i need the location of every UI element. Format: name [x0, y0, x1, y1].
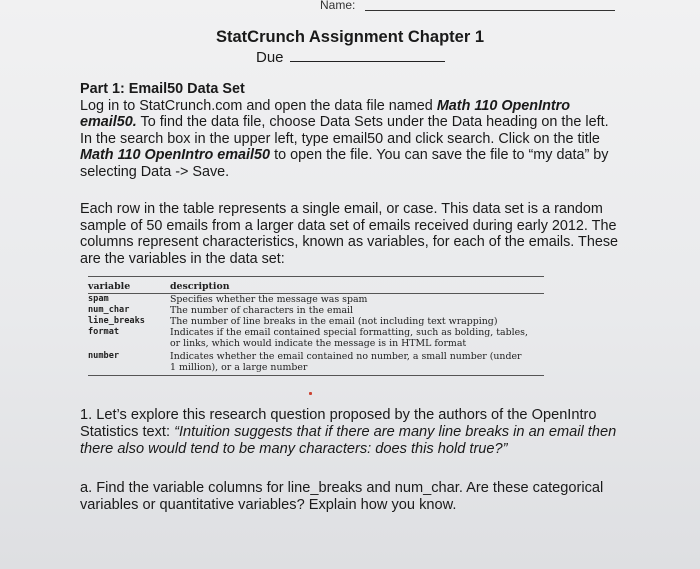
variable-name: line_breaks	[88, 316, 145, 326]
dataset-description: Each row in the table represents a single email, or case. This data set is a random sample of 50 emails from a larger data set of emails received during early 2012. The columns represent characteristics, known as variables, for each of the emails. These are the variables in the data set:	[80, 201, 619, 267]
due-blank	[290, 49, 445, 62]
due-line	[256, 49, 445, 66]
table-row	[88, 351, 544, 362]
due-label: Due	[256, 49, 284, 66]
question-1-quote: “Intuition suggests that if there are many line breaks in an email then there also would tend to be many characters: does this hold true?”	[80, 424, 617, 457]
table-row	[88, 316, 544, 327]
mouse-pointer-icon	[309, 392, 312, 395]
table-row	[88, 327, 544, 338]
variable-description: The number of line breaks in the email (not including text wrapping)	[170, 316, 498, 327]
part1-dataset-name: Math 110 OpenIntro email50.	[80, 97, 571, 130]
variable-name: format	[88, 327, 120, 337]
variable-description: The number of characters in the email	[170, 305, 354, 316]
table-row	[88, 305, 544, 316]
variable-description: or links, which would indicate the message is in HTML format	[170, 338, 467, 349]
part1-text-c: To find the data file, choose Data Sets under the Data heading on the left. In the search box in the upper left, type email50 and click search. Click on the title	[80, 114, 609, 147]
question-1	[80, 407, 620, 458]
part1-text-a: Log in to StatCrunch.com and open the data file named	[80, 97, 437, 114]
variable-description: 1 million), or a large number	[170, 362, 308, 373]
question-1a: a. Find the variable columns for line_breaks and num_char. Are these categorical variables or quantitative variables? Explain how you know.	[80, 480, 604, 513]
table-row	[88, 294, 544, 305]
table-row	[88, 338, 544, 349]
name-label: Name:	[320, 0, 356, 12]
table-bottom-rule	[88, 375, 544, 376]
table-row	[88, 362, 544, 373]
part1-dataset-title: Math 110 OpenIntro email50	[80, 147, 271, 163]
variable-description: Indicates if the email contained special formatting, such as bolding, tables,	[170, 327, 528, 338]
header-description: description	[170, 281, 230, 292]
variable-name: num_char	[88, 305, 130, 315]
variable-description: Indicates whether the email contained no number, a small number (under	[170, 351, 522, 362]
variable-name: number	[88, 351, 120, 361]
part1-text-e: to open the file. You can save the file to “my data” by selecting Data -> Save.	[80, 147, 609, 180]
variable-description: Specifies whether the message was spam	[170, 294, 368, 305]
variable-name: spam	[88, 294, 109, 304]
variable-name	[88, 338, 170, 349]
name-line	[365, 10, 615, 11]
part1-paragraph	[80, 81, 620, 180]
header-variable: variable	[88, 281, 131, 292]
part1-heading: Part 1: Email50 Data Set	[80, 81, 245, 97]
assignment-title: StatCrunch Assignment Chapter 1	[215, 28, 484, 46]
variables-table	[88, 276, 544, 376]
variable-name	[88, 362, 170, 373]
question-1-text: 1. Let’s explore this research question proposed by the authors of the OpenIntro Statistics text:	[80, 407, 597, 440]
table-header	[88, 277, 544, 293]
